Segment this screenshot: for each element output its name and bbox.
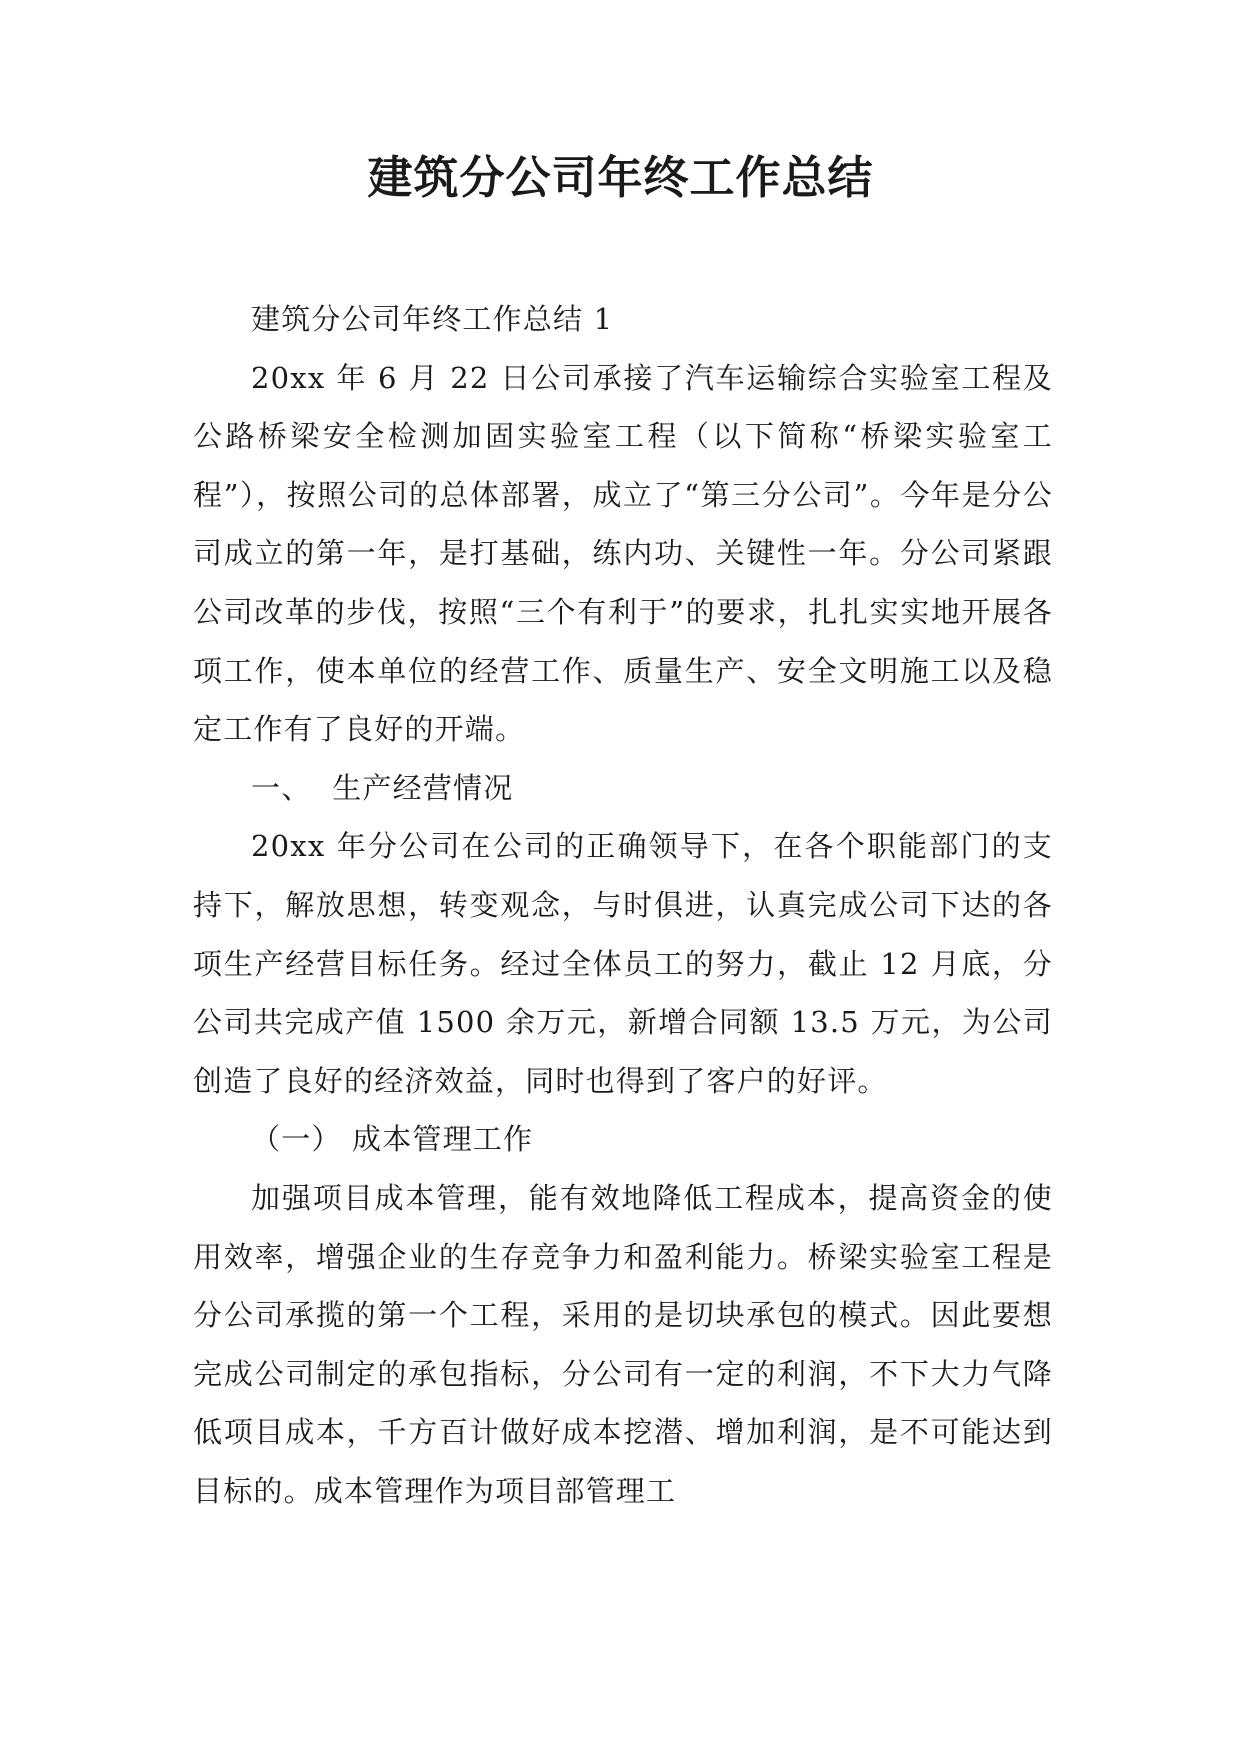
document-title: 建筑分公司年终工作总结: [367, 151, 874, 204]
paragraph: 20xx 年分公司在公司的正确领导下，在各个职能部门的支持下，解放思想，转变观念，与时俱进，认真完成公司下达的各项生产经营目标任务。经过全体员工的努力，截止 12 月底，分公司共完成产值 1500 余万元，新增合同额 13.5 万元，为公司创造了良好的经济效益，同时也得到了客户的好评。: [193, 829, 1053, 1098]
section-heading: 一、 生产经营情况: [251, 770, 514, 805]
paragraph: 加强项目成本管理，能有效地降低工程成本，提高资金的使用效率，增强企业的生存竞争力和盈利能力。桥梁实验室工程是分公司承揽的第一个工程，采用的是切块承包的模式。因此要想完成公司制定的承包指标，分公司有一定的利润，不下大力气降低项目成本，千方百计做好成本挖潜、增加利润，是不可能达到目标的。成本管理作为项目部管理工: [193, 1180, 1053, 1508]
document-body: [193, 290, 1053, 1520]
paragraph: 20xx 年 6 月 22 日公司承接了汽车运输综合实验室工程及公路桥梁安全检测加固实验室工程（以下简称“桥梁实验室工程”），按照公司的总体部署，成立了“第三分公司”。今年是分公司成立的第一年，是打基础，练内功、关键性一年。分公司紧跟公司改革的步伐，按照“三个有利于”的要求，扎扎实实地开展各项工作，使本单位的经营工作、质量生产、安全文明施工以及稳定工作有了良好的开端。: [193, 360, 1053, 747]
document-subtitle: 建筑分公司年终工作总结 1: [251, 302, 614, 336]
subsection-heading: （一） 成本管理工作: [251, 1122, 534, 1157]
